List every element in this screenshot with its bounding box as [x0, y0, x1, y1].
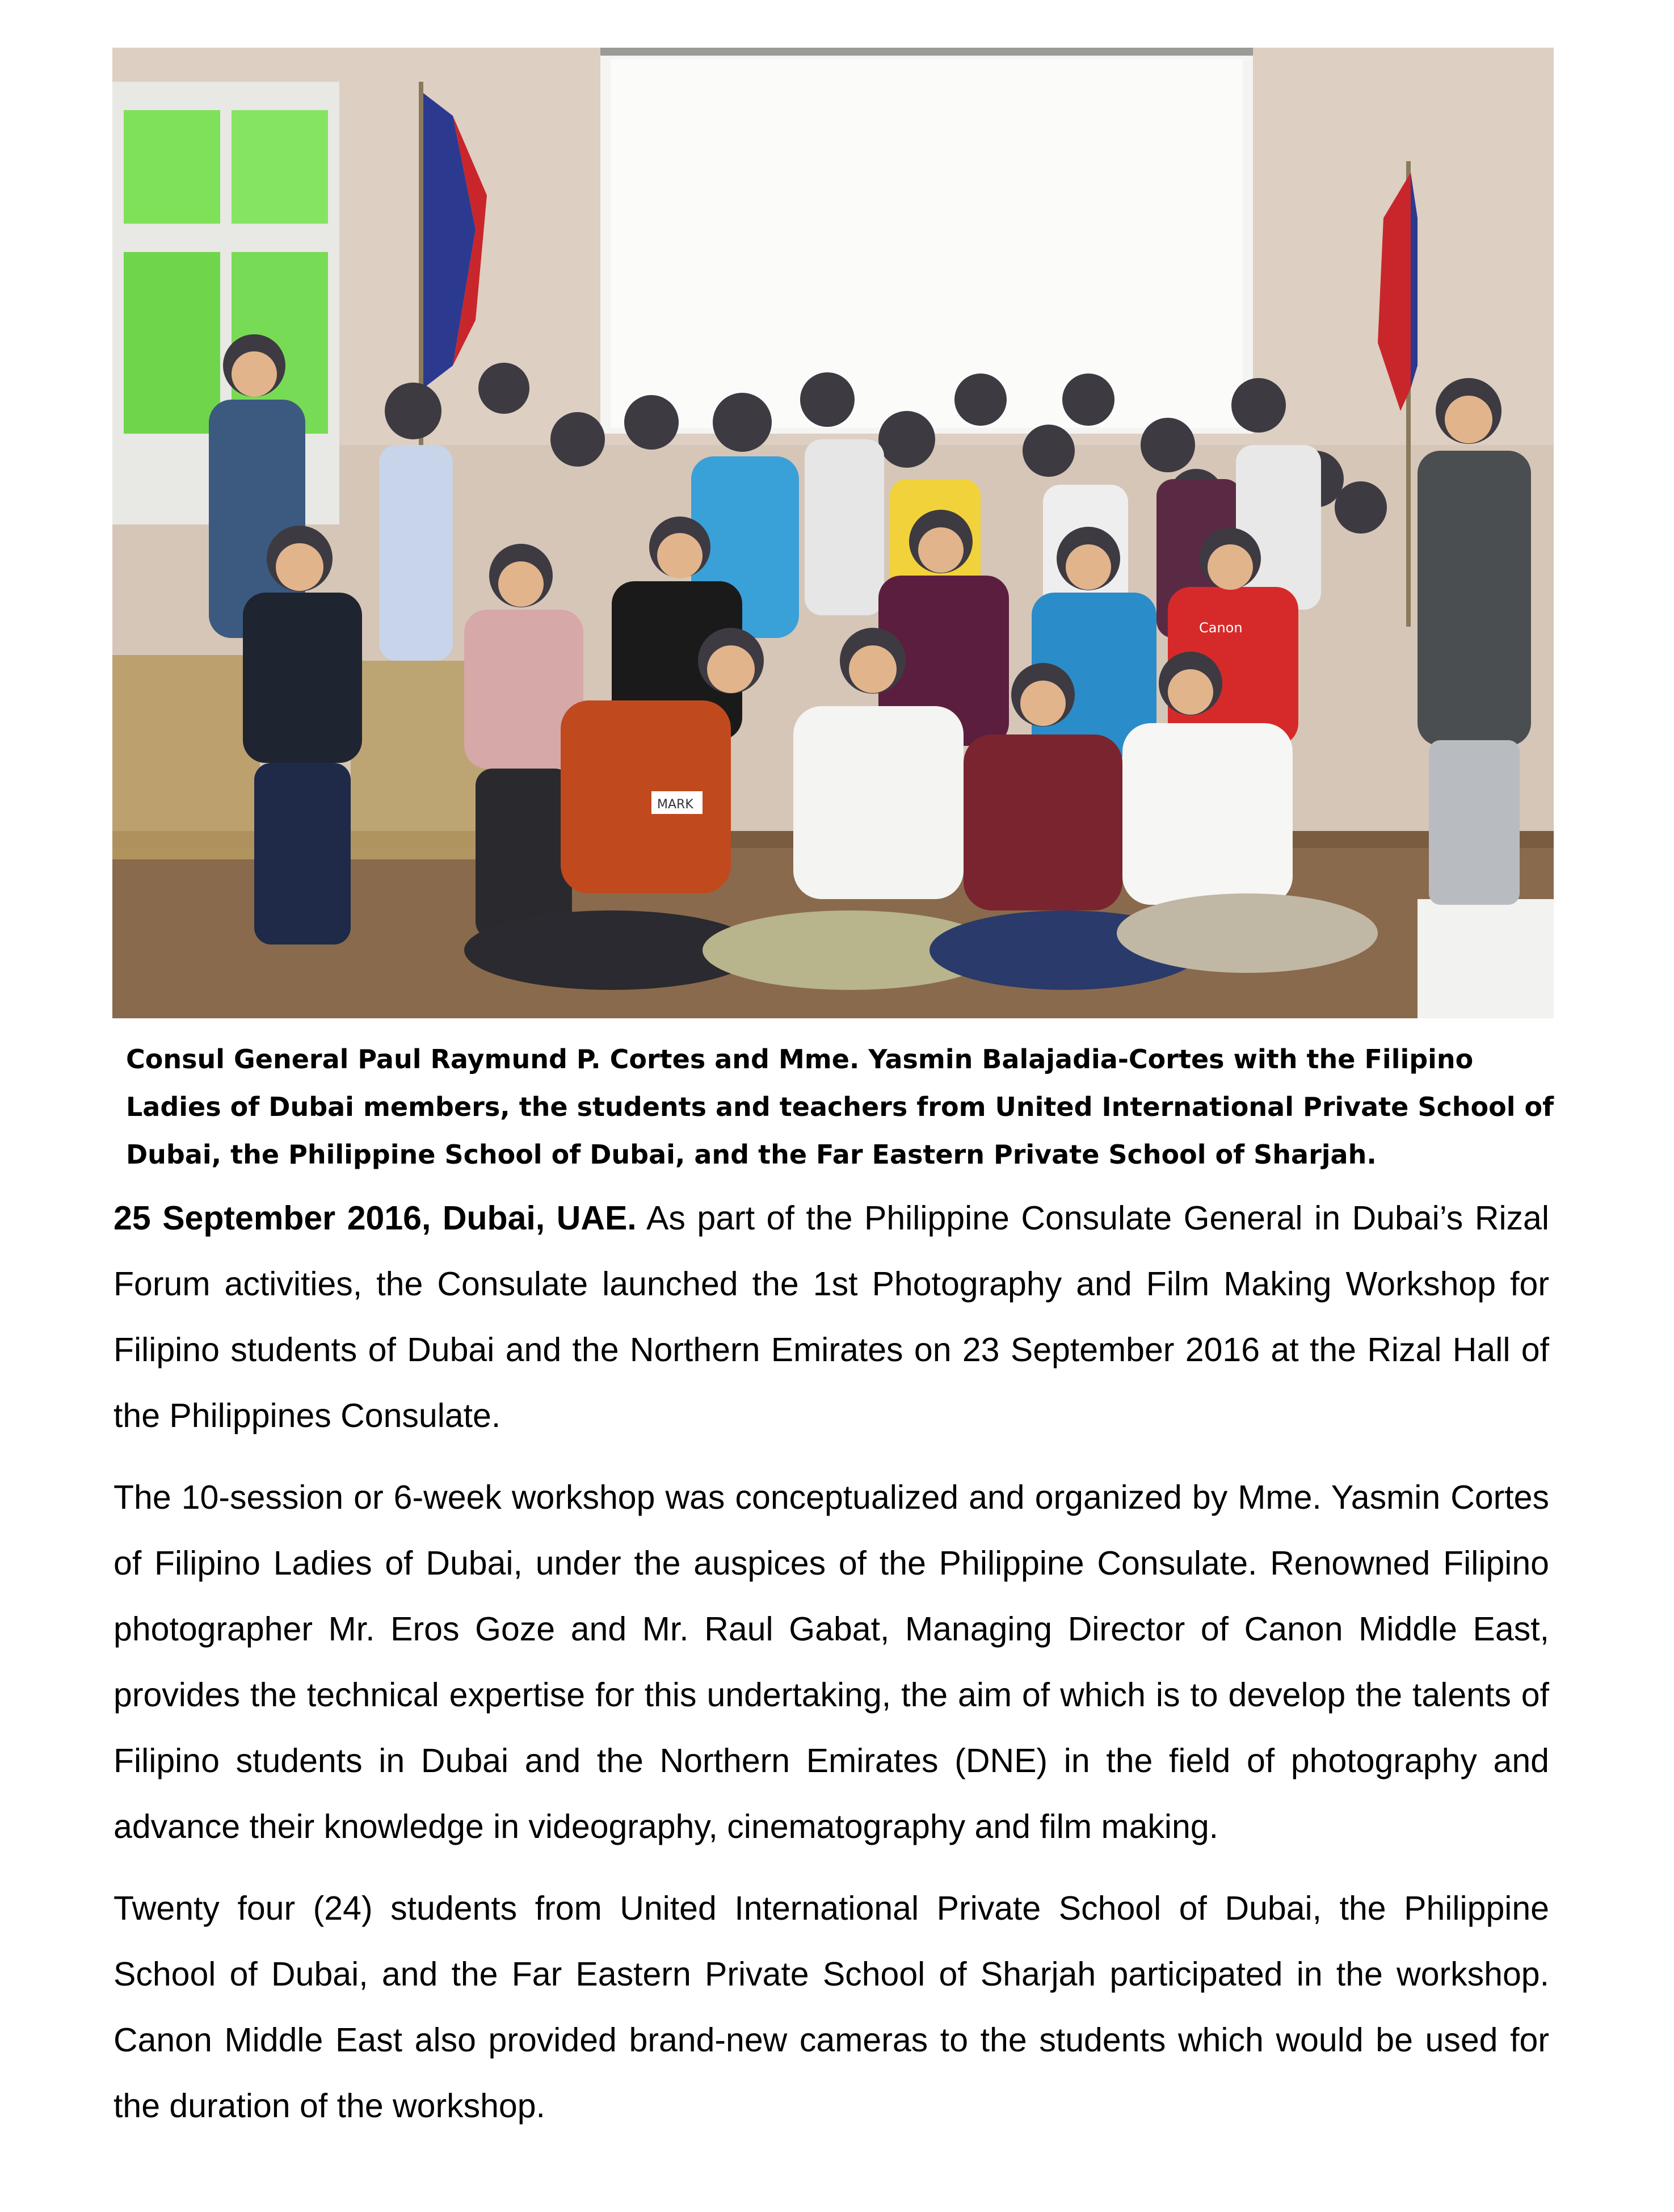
polo-logo-text: Canon [1199, 620, 1243, 636]
caption-line: Consul General Paul Raymund P. Cortes and Mme. Yasmin Balajadia-Cortes with the Filipino [126, 1044, 1474, 1074]
photo-caption [126, 1035, 1556, 1178]
caption-line: Dubai, the Philippine School of Dubai, and the Far Eastern Private School of Sharjah. [126, 1139, 1377, 1170]
article-paragraph-1 [113, 1185, 1549, 1449]
paragraph-1-text: As part of the Philippine Consulate General in Dubai’s Rizal Forum activities, the Consulate launched the 1st Photography and Film Making Workshop for Filipino students of Dubai and the Northern Emirates on 23 September 2016 at the Rizal Hall of the Philippines Consulate. [113, 1199, 1549, 1434]
article-paragraph-2: The 10-session or 6-week workshop was conceptualized and organized by Mme. Yasmin Cortes of Filipino Ladies of Dubai, under the auspices of the Philippine Consulate. Renowned Filipino photographer Mr. Eros Goze and Mr. Raul Gabat, Managing Director of Canon Middle East, provides the technical expertise for this undertaking, the aim of which is to develop the talents of Filipino students in Dubai and the Northern Emirates (DNE) in the field of photography and advance their knowledge in videography, cinematography and film making. [113, 1479, 1549, 1845]
group-photo-icon [112, 48, 1554, 1018]
shirt-tag-text: MARK [657, 798, 693, 812]
article-paragraph-3: Twenty four (24) students from United International Private School of Dubai, the Philippine School of Dubai, and the Far Eastern Private School of Sharjah participated in the workshop. Canon Middle East also provided brand-new cameras to the students which would be used for the duration of the workshop. [113, 1890, 1549, 2125]
group-photo [112, 48, 1554, 1018]
caption-line: Ladies of Dubai members, the students and teachers from United International Private School of [126, 1092, 1554, 1122]
dateline: 25 September 2016, Dubai, UAE. [113, 1199, 637, 1237]
article-body [113, 1185, 1549, 2155]
